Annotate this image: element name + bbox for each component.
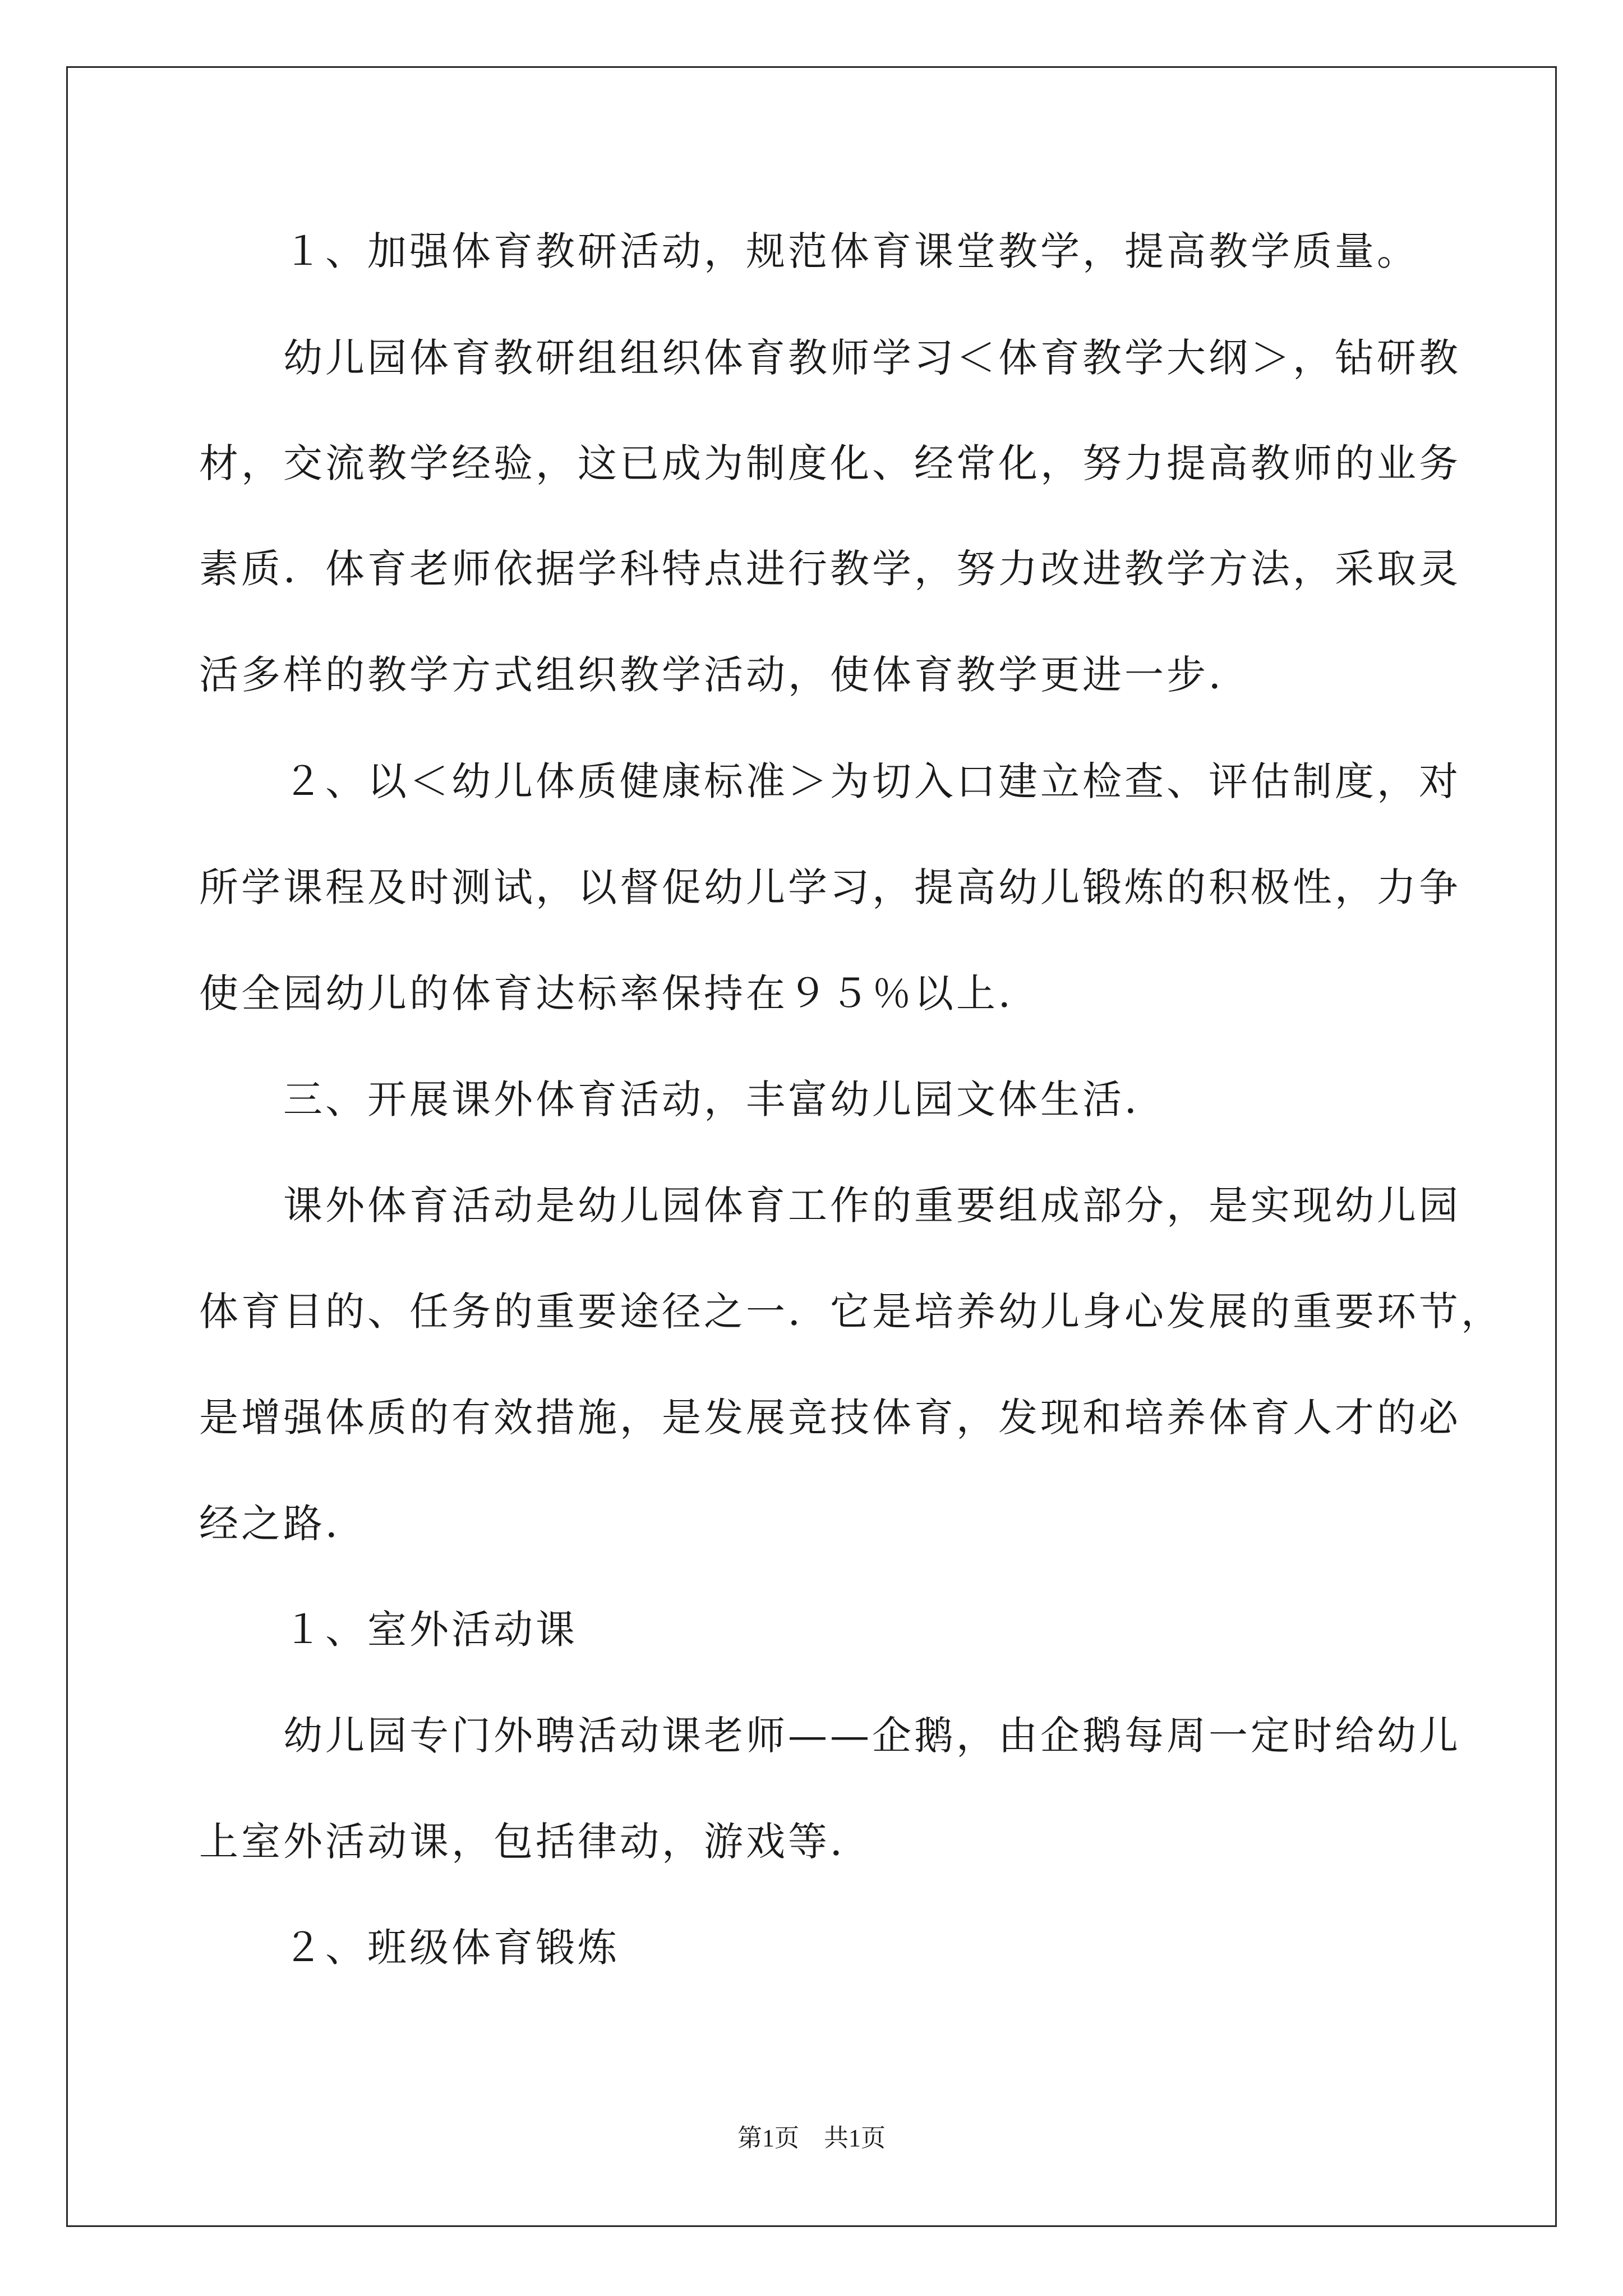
paragraph-line: 素质．体育老师依据学科特点进行教学，努力改进教学方法，采取灵 [199, 546, 1461, 592]
paragraph-line: 课外体育活动是幼儿园体育工作的重要组成部分，是实现幼儿园 [283, 1182, 1461, 1228]
section-heading: 三、开展课外体育活动，丰富幼儿园文体生活． [283, 1076, 1166, 1122]
paragraph-line: 幼儿园专门外聘活动课老师——企鹅，由企鹅每周一定时给幼儿 [283, 1713, 1461, 1759]
section-heading: １、加强体育教研活动，规范体育课堂教学，提高教学质量。 [283, 228, 1419, 274]
section-heading: ２、以＜幼儿体质健康标准＞为切入口建立检查、评估制度，对 [283, 758, 1461, 804]
paragraph-line: 所学课程及时测试，以督促幼儿学习，提高幼儿锻炼的积极性，力争 [199, 864, 1461, 910]
paragraph-line: 体育目的、任务的重要途径之一．它是培养幼儿身心发展的重要环节， [199, 1289, 1503, 1335]
paragraph-line: 材，交流教学经验，这已成为制度化、经常化，努力提高教师的业务 [199, 440, 1461, 486]
paragraph-line: 上室外活动课，包括律动，游戏等． [199, 1819, 872, 1865]
page-number-footer: 第1页 共1页 [737, 2124, 886, 2152]
paragraph-line: 经之路． [199, 1501, 367, 1547]
page-border [66, 66, 1557, 2227]
paragraph-line: 幼儿园体育教研组组织体育教师学习＜体育教学大纲＞，钻研教 [283, 335, 1461, 381]
section-heading: １、室外活动课 [283, 1607, 578, 1653]
paragraph-line: 活多样的教学方式组织教学活动，使体育教学更进一步． [199, 652, 1251, 698]
paragraph-line: 使全园幼儿的体育达标率保持在９５％以上． [199, 970, 1040, 1016]
section-heading: ２、班级体育锻炼 [283, 1925, 620, 1971]
paragraph-line: 是增强体质的有效措施，是发展竞技体育，发现和培养体育人才的必 [199, 1395, 1461, 1441]
